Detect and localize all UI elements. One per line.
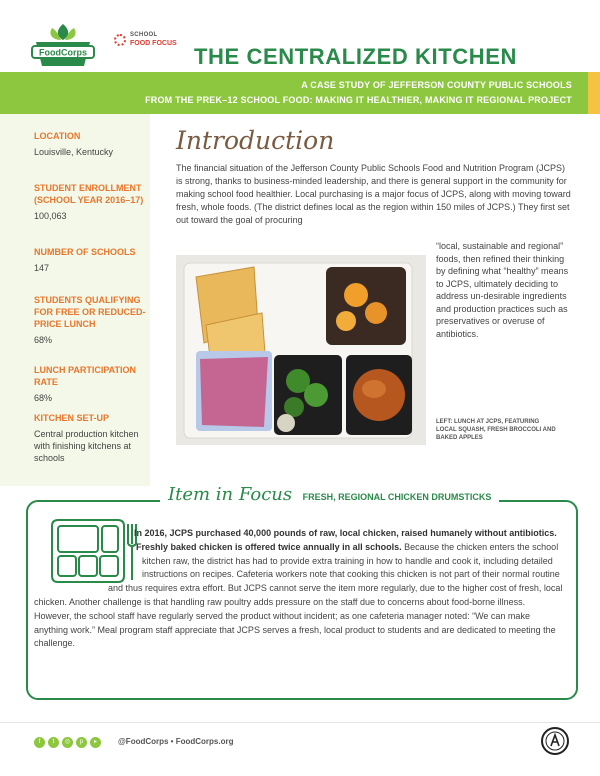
fact-label: KITCHEN SET-UP (34, 413, 110, 423)
school-food-focus-text-2: FOOD FOCUS (130, 40, 177, 47)
fact-value: 100,063 (34, 211, 67, 221)
lunch-tray-photo (176, 255, 426, 445)
foodcorps-logo (28, 22, 98, 70)
school-food-focus-text-1: SCHOOL (130, 32, 158, 38)
fact-sidebar (0, 114, 150, 486)
footer-text[interactable]: @FoodCorps • FoodCorps.org (118, 737, 234, 746)
foodcorps-logo-text: FoodCorps (39, 47, 87, 58)
americorps-seal-icon (540, 726, 570, 756)
subtitle-line-1: A CASE STUDY OF JEFFERSON COUNTY PUBLIC SCHOOLS (301, 80, 572, 90)
subtitle-line-2: FROM THE PREK–12 SCHOOL FOOD: MAKING IT HEALTHIER, MAKING IT REGIONAL PROJECT (145, 95, 572, 105)
twitter-icon[interactable]: t (48, 737, 59, 748)
fact-free-reduced (34, 294, 146, 346)
item-in-focus-header (160, 484, 499, 505)
photo-caption: LEFT: LUNCH AT JCPS, FEATURING LOCAL SQUASH, FRESH BROCCOLI AND BAKED APPLES (436, 419, 556, 441)
item-in-focus-heading: Item in Focus (168, 484, 293, 505)
fact-value: 68% (34, 393, 53, 403)
fact-label: STUDENT ENROLLMENT (SCHOOL YEAR 2016–17) (34, 183, 144, 205)
fact-value: Central production kitchen with finishing kitchens at schools (34, 429, 139, 463)
introduction-heading: Introduction (176, 126, 335, 155)
introduction-paragraph-b: “local, sustainable and regional” foods, then refined their thinking by defining what “healthy” means to JCPS, ultimately deciding to address un-desirable ingredients and production practices such as preservatives or overuse of antibiotics. (436, 241, 569, 339)
fact-enrollment (34, 182, 146, 222)
fact-label: LOCATION (34, 131, 81, 141)
footer-divider (0, 722, 600, 723)
fact-participation (34, 364, 146, 404)
header-band (0, 72, 600, 114)
fact-label: STUDENTS QUALIFYING FOR FREE OR REDUCED-PRICE LUNCH (34, 295, 146, 329)
introduction-paragraph-a: The financial situation of the Jefferson County Public Schools Food and Nutrition Program (JCPS) is strong, thanks to business-minded leadership, and there is general support in the community for making school food healthier. Local purchasing is a major focus of JCPS, along with moving toward fresh, whole foods. (The district defines local as the region within 150 miles of JCPS.) They first set out toward the goal of procuring (176, 163, 571, 225)
fact-schools (34, 246, 146, 274)
school-food-focus-mark (114, 34, 126, 46)
page-title: THE CENTRALIZED KITCHEN (194, 44, 518, 69)
school-food-focus-logo (114, 30, 184, 56)
fact-kitchen-setup (34, 412, 146, 464)
social-icons (34, 737, 101, 748)
fact-value: Louisville, Kentucky (34, 147, 114, 157)
fact-label: NUMBER OF SCHOOLS (34, 247, 136, 257)
fact-value: 147 (34, 263, 50, 273)
item-in-focus-subheading: FRESH, REGIONAL CHICKEN DRUMSTICKS (302, 492, 492, 502)
instagram-icon[interactable]: ◎ (62, 737, 73, 748)
item-in-focus-text (34, 527, 564, 651)
fact-label: LUNCH PARTICIPATION RATE (34, 365, 136, 387)
facebook-icon[interactable]: f (34, 737, 45, 748)
header-accent (588, 72, 600, 114)
item-in-focus-bold-text: In 2016, JCPS purchased 40,000 pounds of raw, local chicken, raised humanely without antibiotics. Freshly baked chicken is offered twice annually in all schools. (134, 528, 557, 552)
fact-location (34, 130, 146, 158)
fact-value: 68% (34, 335, 53, 345)
item-in-focus-body-text: Because the chicken enters the school kitchen raw, the district has had to provide extra training in how to handle and cook it, including detailed instructions on recipes. Cafeteria workers note that cooking this chicken is not part of their normal routine and thus requires extra effort. But JCPS cannot serve the item more regularly, due to the higher cost of fresh, local chicken. Another challenge is that handling raw poultry adds pressure on the staff due to concerns about food-borne illness. However, the school staff have regularly served the product without incident; as one cafeteria manager noted: “We can make anything work.” Meal program staff appreciate that JCPS serves a fresh, local product to students and are dedicated to meeting the challenge. (34, 541, 563, 649)
pinterest-icon[interactable]: p (76, 737, 87, 748)
youtube-icon[interactable]: ▸ (90, 737, 101, 748)
